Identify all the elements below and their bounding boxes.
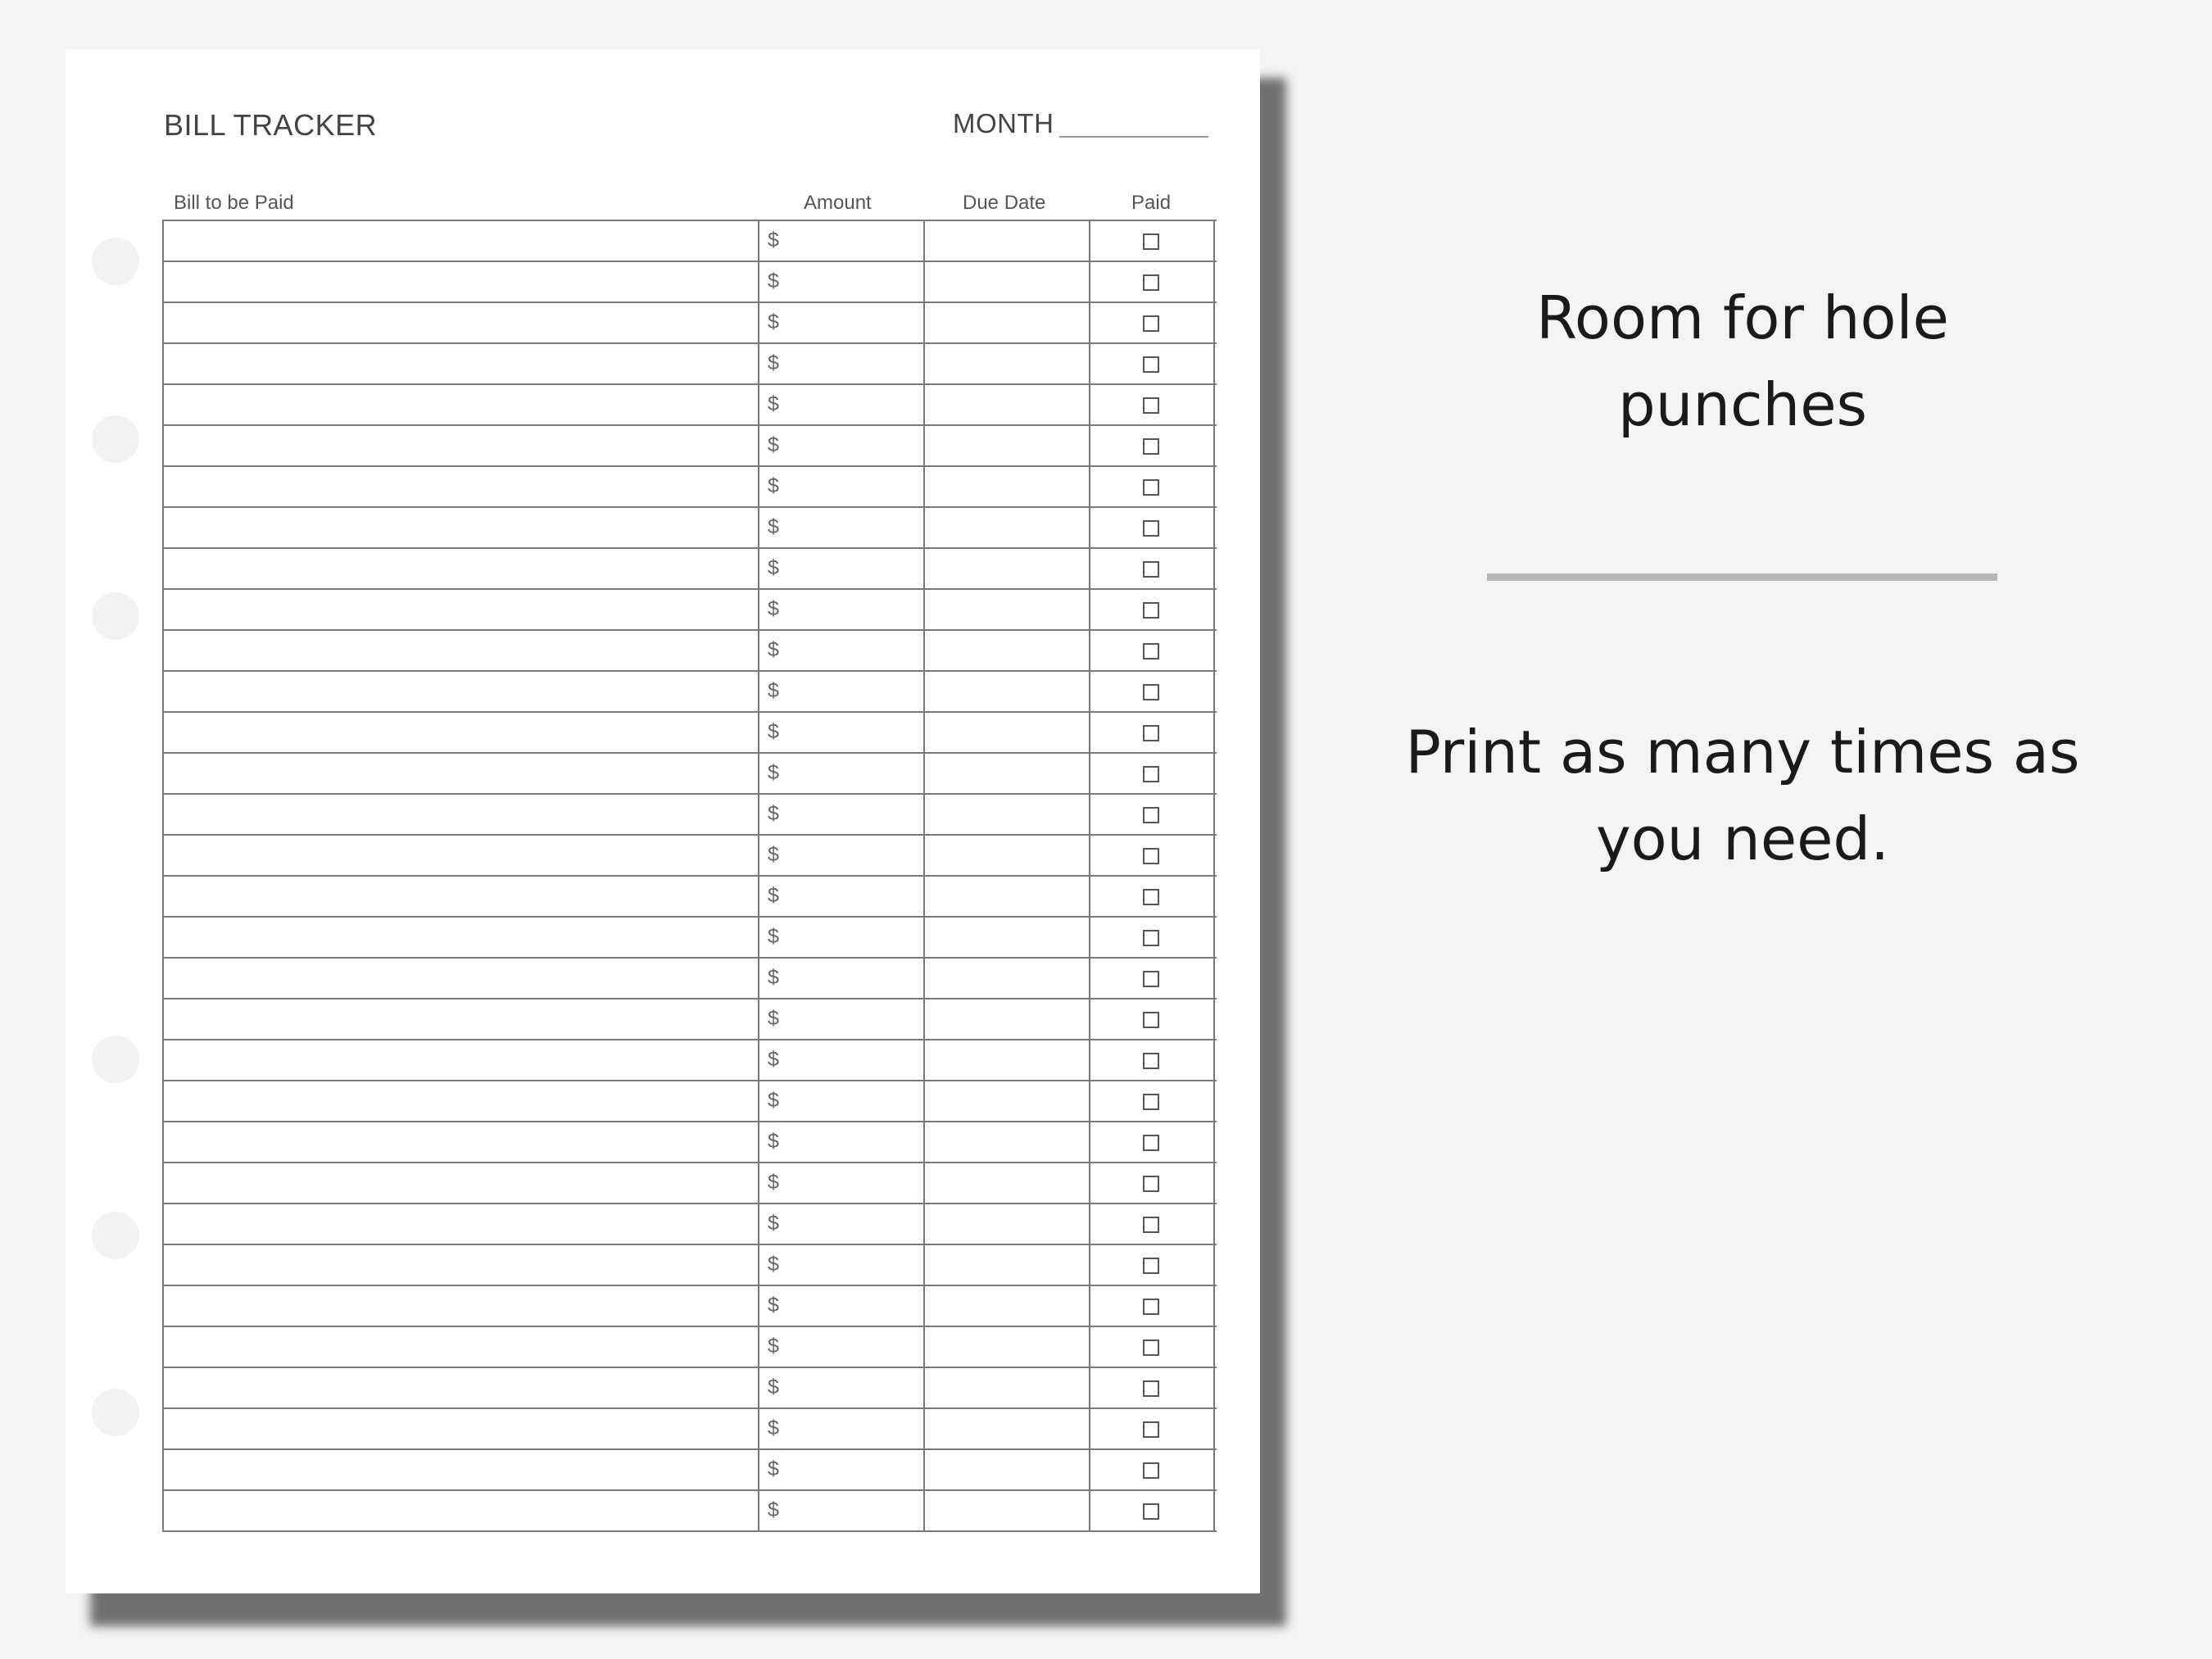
bill-cell[interactable] — [164, 1040, 759, 1080]
amount-cell[interactable] — [759, 385, 925, 424]
paid-checkbox[interactable] — [1143, 561, 1159, 578]
bill-table — [162, 220, 1217, 1532]
due-date-cell[interactable] — [925, 713, 1090, 752]
table-row — [164, 508, 1217, 549]
due-date-cell[interactable] — [925, 1204, 1090, 1244]
currency-symbol: $ — [768, 1130, 779, 1153]
amount-cell[interactable] — [759, 549, 925, 588]
amount-cell[interactable] — [759, 1450, 925, 1489]
currency-symbol: $ — [768, 392, 779, 415]
paid-checkbox[interactable] — [1143, 397, 1159, 414]
table-row — [164, 262, 1217, 303]
table-row — [164, 344, 1217, 385]
currency-symbol: $ — [768, 1253, 779, 1276]
currency-symbol: $ — [768, 1457, 779, 1480]
table-row — [164, 1368, 1217, 1409]
currency-symbol: $ — [768, 884, 779, 907]
column-header-amount: Amount — [804, 192, 872, 214]
amount-cell[interactable] — [759, 1204, 925, 1244]
paid-cell — [1090, 1286, 1215, 1326]
due-date-cell[interactable] — [925, 344, 1090, 383]
bill-cell[interactable] — [164, 754, 759, 793]
currency-symbol: $ — [768, 556, 779, 579]
due-date-cell[interactable] — [925, 959, 1090, 998]
due-date-cell[interactable] — [925, 262, 1090, 301]
paid-cell — [1090, 1040, 1215, 1080]
amount-cell[interactable] — [759, 877, 925, 916]
table-row — [164, 590, 1217, 631]
table-row — [164, 549, 1217, 590]
paid-cell — [1090, 959, 1215, 998]
table-row — [164, 631, 1217, 672]
bill-cell[interactable] — [164, 631, 759, 670]
table-row — [164, 1409, 1217, 1450]
amount-cell[interactable] — [759, 1040, 925, 1080]
due-date-cell[interactable] — [925, 508, 1090, 547]
paid-checkbox[interactable] — [1143, 356, 1159, 373]
paid-checkbox[interactable] — [1143, 479, 1159, 496]
punch-hole — [92, 1036, 139, 1083]
paid-checkbox[interactable] — [1143, 930, 1159, 946]
paid-cell — [1090, 1491, 1215, 1530]
paid-checkbox[interactable] — [1143, 602, 1159, 619]
table-row — [164, 959, 1217, 999]
due-date-cell[interactable] — [925, 877, 1090, 916]
paid-checkbox[interactable] — [1143, 1299, 1159, 1315]
amount-cell[interactable] — [759, 303, 925, 342]
amount-cell[interactable] — [759, 1327, 925, 1367]
paid-checkbox[interactable] — [1143, 684, 1159, 700]
amount-cell[interactable] — [759, 1286, 925, 1326]
paid-checkbox[interactable] — [1143, 1094, 1159, 1110]
currency-symbol: $ — [768, 1335, 779, 1358]
paid-cell — [1090, 1368, 1215, 1407]
currency-symbol: $ — [768, 966, 779, 989]
currency-symbol: $ — [768, 1376, 779, 1398]
amount-cell[interactable] — [759, 426, 925, 465]
planner-page — [66, 49, 1260, 1593]
bill-cell[interactable] — [164, 1409, 759, 1448]
table-row — [164, 836, 1217, 877]
amount-cell[interactable] — [759, 631, 925, 670]
bill-cell[interactable] — [164, 1286, 759, 1326]
amount-cell[interactable] — [759, 508, 925, 547]
amount-cell[interactable] — [759, 1245, 925, 1285]
paid-cell — [1090, 508, 1215, 547]
paid-cell — [1090, 754, 1215, 793]
paid-cell — [1090, 1409, 1215, 1448]
amount-cell[interactable] — [759, 795, 925, 834]
punch-hole — [92, 592, 139, 640]
paid-checkbox[interactable] — [1143, 1012, 1159, 1028]
due-date-cell[interactable] — [925, 1163, 1090, 1203]
amount-cell[interactable] — [759, 713, 925, 752]
currency-symbol: $ — [768, 351, 779, 374]
currency-symbol: $ — [768, 843, 779, 866]
paid-cell — [1090, 713, 1215, 752]
amount-cell[interactable] — [759, 999, 925, 1039]
amount-cell[interactable] — [759, 959, 925, 998]
table-row — [164, 1122, 1217, 1163]
currency-symbol: $ — [768, 1498, 779, 1521]
bill-cell[interactable] — [164, 426, 759, 465]
due-date-cell[interactable] — [925, 836, 1090, 875]
amount-cell[interactable] — [759, 262, 925, 301]
table-row — [164, 713, 1217, 754]
currency-symbol: $ — [768, 1294, 779, 1317]
table-row — [164, 303, 1217, 344]
currency-symbol: $ — [768, 474, 779, 497]
bill-cell[interactable] — [164, 672, 759, 711]
month-label: MONTH — [953, 108, 1054, 138]
table-row — [164, 918, 1217, 959]
side-text-line: Print as many times as — [1405, 718, 2080, 786]
currency-symbol: $ — [768, 310, 779, 333]
paid-cell — [1090, 836, 1215, 875]
amount-cell[interactable] — [759, 1368, 925, 1407]
table-row — [164, 1163, 1217, 1204]
bill-cell[interactable] — [164, 1122, 759, 1162]
due-date-cell[interactable] — [925, 1081, 1090, 1121]
due-date-cell[interactable] — [925, 672, 1090, 711]
bill-cell[interactable] — [164, 590, 759, 629]
bill-cell[interactable] — [164, 385, 759, 424]
table-row — [164, 1204, 1217, 1245]
currency-symbol: $ — [768, 925, 779, 948]
table-row — [164, 1286, 1217, 1327]
table-row — [164, 754, 1217, 795]
paid-checkbox[interactable] — [1143, 848, 1159, 864]
paid-cell — [1090, 795, 1215, 834]
due-date-cell[interactable] — [925, 1368, 1090, 1407]
paid-checkbox[interactable] — [1143, 971, 1159, 987]
amount-cell[interactable] — [759, 221, 925, 261]
currency-symbol: $ — [768, 1171, 779, 1194]
amount-cell[interactable] — [759, 1163, 925, 1203]
paid-cell — [1090, 918, 1215, 957]
bill-cell[interactable] — [164, 508, 759, 547]
table-row — [164, 1040, 1217, 1081]
currency-symbol: $ — [768, 433, 779, 456]
table-row — [164, 672, 1217, 713]
due-date-cell[interactable] — [925, 426, 1090, 465]
table-row — [164, 1245, 1217, 1286]
side-divider — [1487, 573, 1997, 581]
due-date-cell[interactable] — [925, 1040, 1090, 1080]
due-date-cell[interactable] — [925, 1245, 1090, 1285]
bill-cell[interactable] — [164, 959, 759, 998]
currency-symbol: $ — [768, 720, 779, 743]
bill-cell[interactable] — [164, 344, 759, 383]
bill-cell[interactable] — [164, 1327, 759, 1367]
side-text-line: Room for hole — [1536, 283, 1949, 352]
currency-symbol: $ — [768, 802, 779, 825]
paid-checkbox[interactable] — [1143, 315, 1159, 332]
due-date-cell[interactable] — [925, 467, 1090, 506]
amount-cell[interactable] — [759, 344, 925, 383]
bill-cell[interactable] — [164, 549, 759, 588]
due-date-cell[interactable] — [925, 590, 1090, 629]
bill-cell[interactable] — [164, 918, 759, 957]
due-date-cell[interactable] — [925, 999, 1090, 1039]
bill-cell[interactable] — [164, 1245, 759, 1285]
paid-checkbox[interactable] — [1143, 1462, 1159, 1479]
paid-checkbox[interactable] — [1143, 766, 1159, 782]
paid-cell — [1090, 385, 1215, 424]
paid-checkbox[interactable] — [1143, 1217, 1159, 1233]
paid-checkbox[interactable] — [1143, 1380, 1159, 1397]
column-header-due-date: Due Date — [963, 192, 1046, 214]
amount-cell[interactable] — [759, 754, 925, 793]
amount-cell[interactable] — [759, 836, 925, 875]
table-row — [164, 426, 1217, 467]
table-row — [164, 1491, 1217, 1532]
due-date-cell[interactable] — [925, 795, 1090, 834]
currency-symbol: $ — [768, 229, 779, 252]
paid-checkbox[interactable] — [1143, 520, 1159, 537]
table-row — [164, 877, 1217, 918]
punch-hole — [92, 415, 139, 463]
paid-checkbox[interactable] — [1143, 1135, 1159, 1151]
currency-symbol: $ — [768, 1416, 779, 1439]
amount-cell[interactable] — [759, 590, 925, 629]
currency-symbol: $ — [768, 1089, 779, 1112]
due-date-cell[interactable] — [925, 385, 1090, 424]
amount-cell[interactable] — [759, 467, 925, 506]
paid-cell — [1090, 877, 1215, 916]
month-field-line[interactable] — [1059, 136, 1208, 138]
due-date-cell[interactable] — [925, 1327, 1090, 1367]
paid-checkbox[interactable] — [1143, 274, 1159, 291]
paid-cell — [1090, 1327, 1215, 1367]
bill-cell[interactable] — [164, 467, 759, 506]
side-text-line: you need. — [1596, 805, 1889, 873]
due-date-cell[interactable] — [925, 918, 1090, 957]
amount-cell[interactable] — [759, 1409, 925, 1448]
paid-cell — [1090, 672, 1215, 711]
paid-cell — [1090, 1122, 1215, 1162]
due-date-cell[interactable] — [925, 1286, 1090, 1326]
due-date-cell[interactable] — [925, 1450, 1090, 1489]
punch-hole — [92, 1389, 139, 1436]
paid-checkbox[interactable] — [1143, 643, 1159, 660]
paid-checkbox[interactable] — [1143, 1339, 1159, 1356]
table-row — [164, 795, 1217, 836]
paid-checkbox[interactable] — [1143, 1421, 1159, 1438]
column-header-bill: Bill to be Paid — [174, 192, 294, 214]
due-date-cell[interactable] — [925, 303, 1090, 342]
currency-symbol: $ — [768, 761, 779, 784]
bill-cell[interactable] — [164, 999, 759, 1039]
paid-cell — [1090, 303, 1215, 342]
bill-cell[interactable] — [164, 221, 759, 261]
currency-symbol: $ — [768, 638, 779, 661]
paid-checkbox[interactable] — [1143, 889, 1159, 905]
paid-cell — [1090, 631, 1215, 670]
paid-checkbox[interactable] — [1143, 1176, 1159, 1192]
paid-cell — [1090, 1081, 1215, 1121]
currency-symbol: $ — [768, 1007, 779, 1030]
paid-cell — [1090, 262, 1215, 301]
currency-symbol: $ — [768, 679, 779, 702]
paid-cell — [1090, 1163, 1215, 1203]
paid-cell — [1090, 1450, 1215, 1489]
paid-cell — [1090, 426, 1215, 465]
table-row — [164, 1450, 1217, 1491]
table-row — [164, 385, 1217, 426]
amount-cell[interactable] — [759, 672, 925, 711]
bill-cell[interactable] — [164, 877, 759, 916]
currency-symbol: $ — [768, 270, 779, 292]
currency-symbol: $ — [768, 1212, 779, 1235]
paid-checkbox[interactable] — [1143, 233, 1159, 250]
bill-cell[interactable] — [164, 1491, 759, 1530]
column-header-paid: Paid — [1131, 192, 1172, 214]
due-date-cell[interactable] — [925, 1122, 1090, 1162]
bill-cell[interactable] — [164, 262, 759, 301]
amount-cell[interactable] — [759, 1491, 925, 1530]
currency-symbol: $ — [768, 597, 779, 620]
paid-checkbox[interactable] — [1143, 1053, 1159, 1069]
amount-cell[interactable] — [759, 1081, 925, 1121]
paid-cell — [1090, 344, 1215, 383]
bill-cell[interactable] — [164, 836, 759, 875]
bill-cell[interactable] — [164, 1204, 759, 1244]
due-date-cell[interactable] — [925, 631, 1090, 670]
amount-cell[interactable] — [759, 1122, 925, 1162]
bill-cell[interactable] — [164, 1163, 759, 1203]
table-row — [164, 1081, 1217, 1122]
paid-checkbox[interactable] — [1143, 725, 1159, 741]
bill-cell[interactable] — [164, 1081, 759, 1121]
bill-cell[interactable] — [164, 795, 759, 834]
page-title: BILL TRACKER — [164, 108, 378, 142]
due-date-cell[interactable] — [925, 221, 1090, 261]
paid-cell — [1090, 1245, 1215, 1285]
paid-cell — [1090, 1204, 1215, 1244]
due-date-cell[interactable] — [925, 549, 1090, 588]
amount-cell[interactable] — [759, 918, 925, 957]
paid-cell — [1090, 467, 1215, 506]
paid-cell — [1090, 549, 1215, 588]
side-text-line: punches — [1618, 370, 1867, 439]
due-date-cell[interactable] — [925, 754, 1090, 793]
table-row — [164, 999, 1217, 1040]
paid-checkbox[interactable] — [1143, 438, 1159, 455]
bill-cell[interactable] — [164, 1368, 759, 1407]
punch-hole — [92, 1212, 139, 1259]
currency-symbol: $ — [768, 1048, 779, 1071]
paid-cell — [1090, 221, 1215, 261]
paid-checkbox[interactable] — [1143, 1503, 1159, 1520]
bill-cell[interactable] — [164, 1450, 759, 1489]
due-date-cell[interactable] — [925, 1409, 1090, 1448]
paid-cell — [1090, 590, 1215, 629]
due-date-cell[interactable] — [925, 1491, 1090, 1530]
table-row — [164, 221, 1217, 262]
table-row — [164, 467, 1217, 508]
punch-hole — [92, 238, 139, 285]
bill-cell[interactable] — [164, 713, 759, 752]
bill-cell[interactable] — [164, 303, 759, 342]
table-row — [164, 1327, 1217, 1368]
paid-cell — [1090, 999, 1215, 1039]
paid-checkbox[interactable] — [1143, 1258, 1159, 1274]
paid-checkbox[interactable] — [1143, 807, 1159, 823]
currency-symbol: $ — [768, 515, 779, 538]
